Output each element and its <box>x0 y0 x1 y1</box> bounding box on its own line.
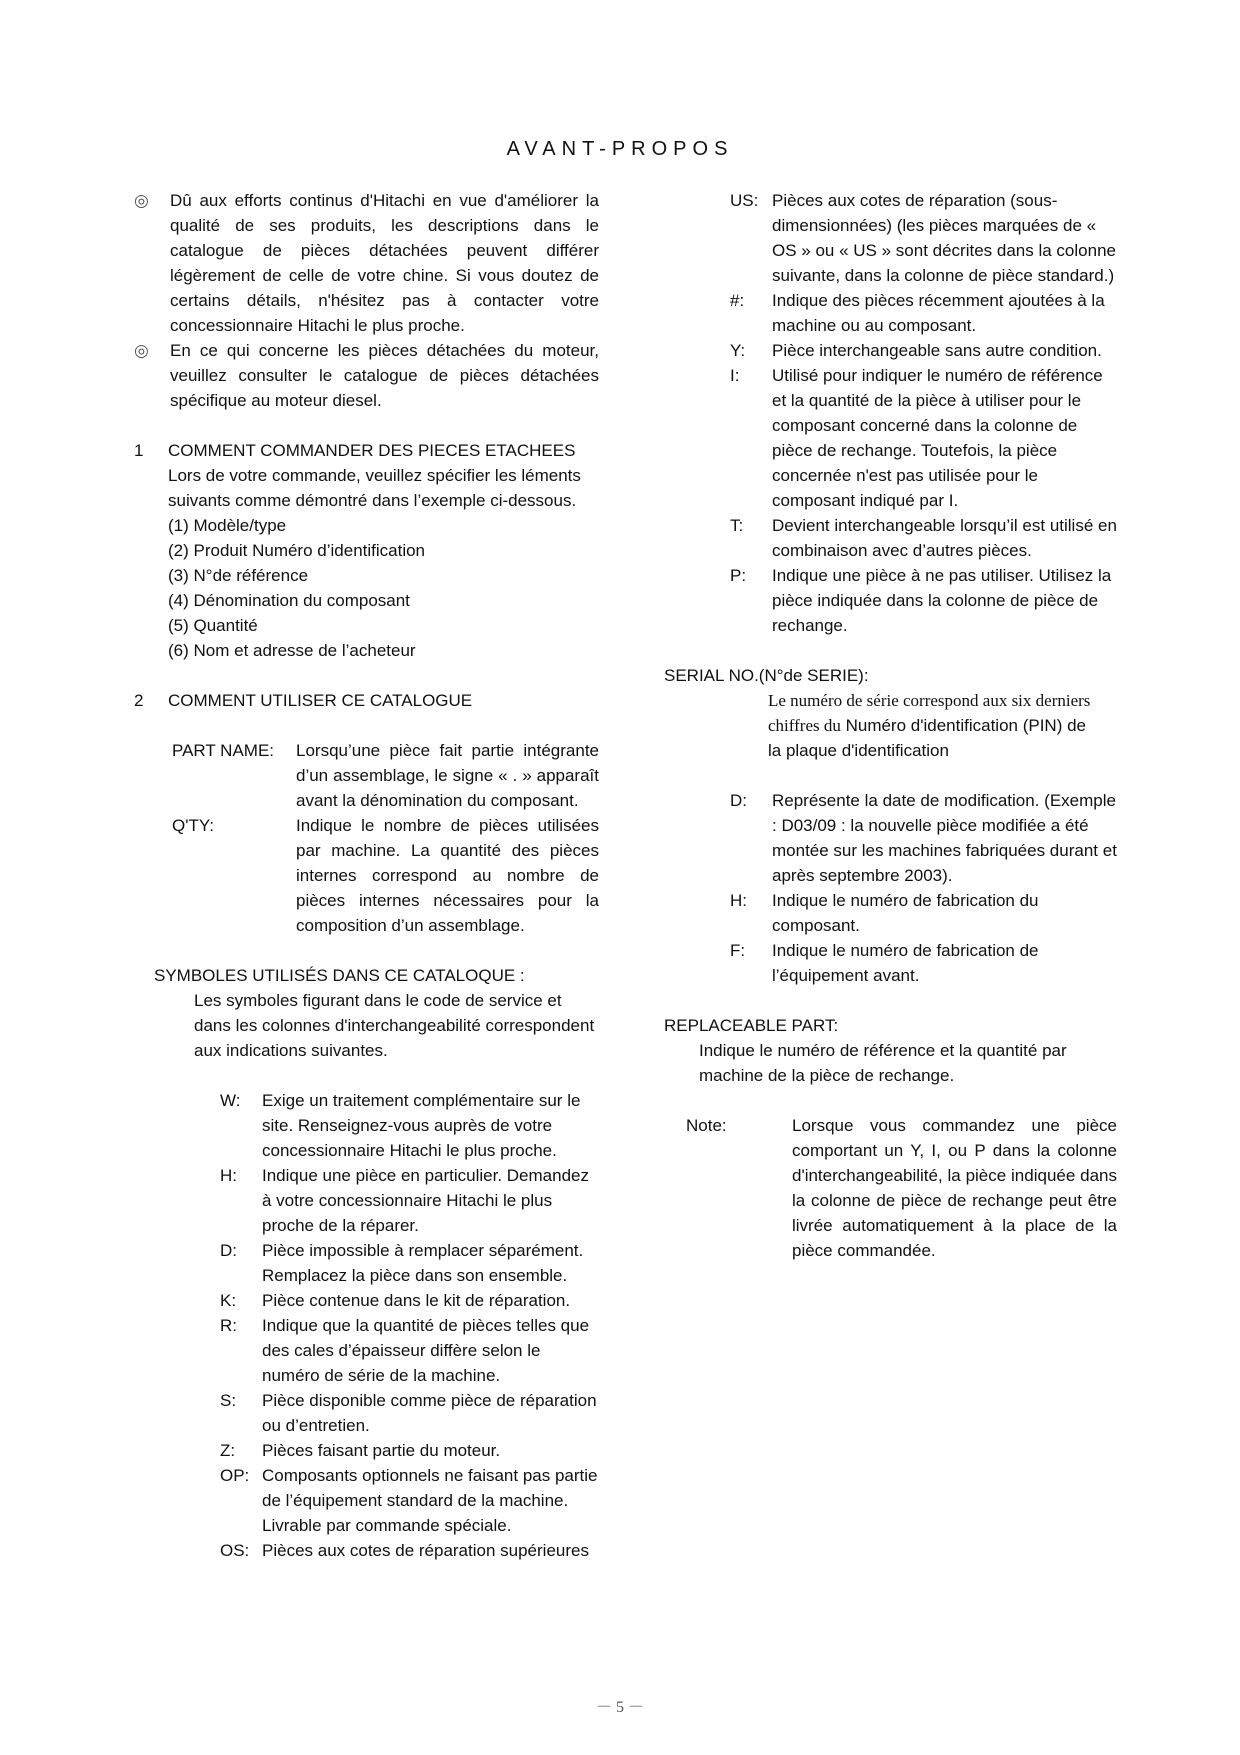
symbols-list <box>220 1088 599 1563</box>
right-column <box>664 188 1124 1263</box>
symbol-code: S: <box>220 1391 237 1410</box>
order-item: (1) Modèle/type <box>168 516 287 535</box>
symbol-code: OP: <box>220 1466 250 1485</box>
bullet-text: En ce qui concerne les pièces détachées du moteur, veuillez consulter le catalogue de pièces détachées spécifique au moteur diesel. <box>170 341 599 410</box>
serial-text-serif: Le numéro de série correspond aux six derniers chiffres du <box>768 691 1091 735</box>
note-bullet <box>134 338 599 413</box>
symbol-item <box>730 338 1120 363</box>
serial-text-sans: Numéro d'identification (PIN) de la plaque d'identification <box>768 716 1086 760</box>
section-title: COMMENT UTILISER CE CATALOGUE <box>168 691 473 710</box>
symbol-item <box>220 1463 599 1538</box>
symbol-item <box>730 363 1120 513</box>
definition-label: Q'TY: <box>172 816 214 835</box>
symbol-item <box>730 513 1120 563</box>
symbol-item <box>730 188 1120 288</box>
definition-label: PART NAME: <box>172 741 275 760</box>
symbol-item <box>220 1163 599 1238</box>
symbol-text: Pièce impossible à remplacer séparément. Remplacez la pièce dans son ensemble. <box>262 1241 584 1285</box>
symbol-item <box>220 1538 599 1563</box>
page-title: AVANT-PROPOS <box>506 138 734 160</box>
symbols-heading: SYMBOLES UTILISÉS DANS CE CATALOQUE : <box>154 966 525 985</box>
page-number: － 5 － <box>595 1699 644 1716</box>
section-2-heading <box>134 688 599 713</box>
symbol-item <box>220 1238 599 1288</box>
order-item: (3) N°de référence <box>168 566 309 585</box>
symbol-item <box>220 1388 599 1438</box>
symbol-item <box>220 1088 599 1163</box>
replaceable-heading: REPLACEABLE PART: <box>664 1016 839 1035</box>
symbol-code: D: <box>730 791 747 810</box>
symbol-text: Pièces aux cotes de réparation supérieures <box>262 1541 589 1560</box>
symbol-text: Pièces aux cotes de réparation (sous-dimensionnées) (les pièces marquées de « OS » ou « US » sont décrites dans la colonne suivante, dans la colonne de pièce standard.) <box>772 191 1116 285</box>
left-column <box>134 188 599 1563</box>
section-number: 1 <box>134 441 144 460</box>
symbol-item <box>730 563 1120 638</box>
symbol-text: Indique une pièce à ne pas utiliser. Utilisez la pièce indiquée dans la colonne de pièce de rechange. <box>772 566 1112 635</box>
part-name-definition <box>172 738 599 813</box>
symbol-text: Pièce disponible comme pièce de réparation ou d’entretien. <box>262 1391 597 1435</box>
symbol-text: Indique que la quantité de pièces telles que des cales d’épaisseur diffère selon le numéro de série de la machine. <box>262 1316 590 1385</box>
symbol-code: OS: <box>220 1541 250 1560</box>
serial-heading: SERIAL NO.(N°de SERIE): <box>664 666 869 685</box>
symbol-code: F: <box>730 941 746 960</box>
symbols-continued <box>730 188 1120 638</box>
symbol-text: Pièce interchangeable sans autre condition. <box>772 341 1102 360</box>
symbol-item <box>220 1313 599 1388</box>
symbol-code: #: <box>730 291 745 310</box>
symbol-code: K: <box>220 1291 237 1310</box>
note-label: Note: <box>686 1116 727 1135</box>
symbol-text: Indique le numéro de fabrication de l’équipement avant. <box>772 941 1039 985</box>
symbol-code: P: <box>730 566 747 585</box>
symbol-code: H: <box>730 891 747 910</box>
symbol-text: Indique le numéro de fabrication du composant. <box>772 891 1039 935</box>
note-bullet <box>134 188 599 338</box>
qty-definition <box>172 813 599 938</box>
symbol-code: T: <box>730 516 744 535</box>
section-1-intro: Lors de votre commande, veuillez spécifier les léments suivants comme démontré dans l’exemple ci-dessous. <box>168 466 581 510</box>
symbol-code: D: <box>220 1241 237 1260</box>
definition-text: Indique le nombre de pièces utilisées par machine. La quantité des pièces internes correspond au nombre de pièces internes nécessaires pour la composition d’un assemblage. <box>296 816 599 935</box>
symbol-text: Représente la date de modification. (Exemple : D03/09 : la nouvelle pièce modifiée a été montée sur les machines fabriquées durant et après septembre 2003). <box>772 791 1117 885</box>
bullet-text: Dû aux efforts continus d'Hitachi en vue d'améliorer la qualité de ses produits, les descriptions dans le catalogue de pièces détachées peuvent différer légèrement de celle de votre chine. Si vous doutez de certains détails, n'hésitez pas à contacter votre concessionnaire Hitachi le plus proche. <box>170 191 599 335</box>
symbol-text: Pièces faisant partie du moteur. <box>262 1441 501 1460</box>
section-title: COMMENT COMMANDER DES PIECES ETACHEES <box>168 441 576 460</box>
symbol-item <box>730 938 1120 988</box>
order-item: (6) Nom et adresse de l’acheteur <box>168 641 416 660</box>
replaceable-text: Indique le numéro de référence et la quantité par machine de la pièce de rechange. <box>699 1041 1067 1085</box>
section-1-heading <box>134 438 599 463</box>
order-item: (5) Quantité <box>168 616 258 635</box>
note-text: Lorsque vous commandez une pièce comportant un Y, I, ou P dans la colonne d'interchangeabilité, la pièce indiquée dans la colonne de pièce de rechange peut être livrée automatiquement à la place de la pièce commandée. <box>792 1116 1117 1260</box>
definition-text: Lorsqu’une pièce fait partie intégrante d’un assemblage, le signe « . » apparaît avant la dénomination du composant. <box>296 741 599 810</box>
symbol-item <box>730 888 1120 938</box>
symbol-code: Y: <box>730 341 746 360</box>
note-block <box>686 1113 1117 1263</box>
symbols-intro: Les symboles figurant dans le code de service et dans les colonnes d'interchangeabilité correspondent aux indications suivantes. <box>194 991 595 1060</box>
symbol-code: R: <box>220 1316 237 1335</box>
symbol-item <box>220 1438 599 1463</box>
double-circle-icon: ◎ <box>134 341 149 360</box>
symbol-text: Devient interchangeable lorsqu’il est utilisé en combinaison avec d’autres pièces. <box>772 516 1117 560</box>
symbol-text: Pièce contenue dans le kit de réparation. <box>262 1291 571 1310</box>
symbol-text: Indique des pièces récemment ajoutées à la machine ou au composant. <box>772 291 1105 335</box>
symbol-code: H: <box>220 1166 237 1185</box>
symbol-text: Indique une pièce en particulier. Demandez à votre concessionnaire Hitachi le plus proche de la réparer. <box>262 1166 589 1235</box>
symbol-item <box>730 288 1120 338</box>
serial-symbols <box>730 788 1120 988</box>
symbol-item <box>220 1288 599 1313</box>
symbol-item <box>730 788 1120 888</box>
symbol-text: Utilisé pour indiquer le numéro de référence et la quantité de la pièce à utiliser pour le composant concerné dans la colonne de pièce de rechange. Toutefois, la pièce concernée n'est pas utilisée pour le composant indiqué par I. <box>772 366 1103 510</box>
symbol-text: Exige un traitement complémentaire sur le site. Renseignez-vous auprès de votre concessionnaire Hitachi le plus proche. <box>262 1091 581 1160</box>
serial-text <box>768 688 1093 763</box>
symbol-code: W: <box>220 1091 241 1110</box>
double-circle-icon: ◎ <box>134 191 149 210</box>
symbol-code: Z: <box>220 1441 236 1460</box>
order-item: (4) Dénomination du composant <box>168 591 410 610</box>
symbol-text: Composants optionnels ne faisant pas partie de l’équipement standard de la machine. Livrable par commande spéciale. <box>262 1466 598 1535</box>
symbol-code: I: <box>730 366 740 385</box>
section-number: 2 <box>134 691 144 710</box>
symbol-code: US: <box>730 191 759 210</box>
order-item: (2) Produit Numéro d’identification <box>168 541 426 560</box>
